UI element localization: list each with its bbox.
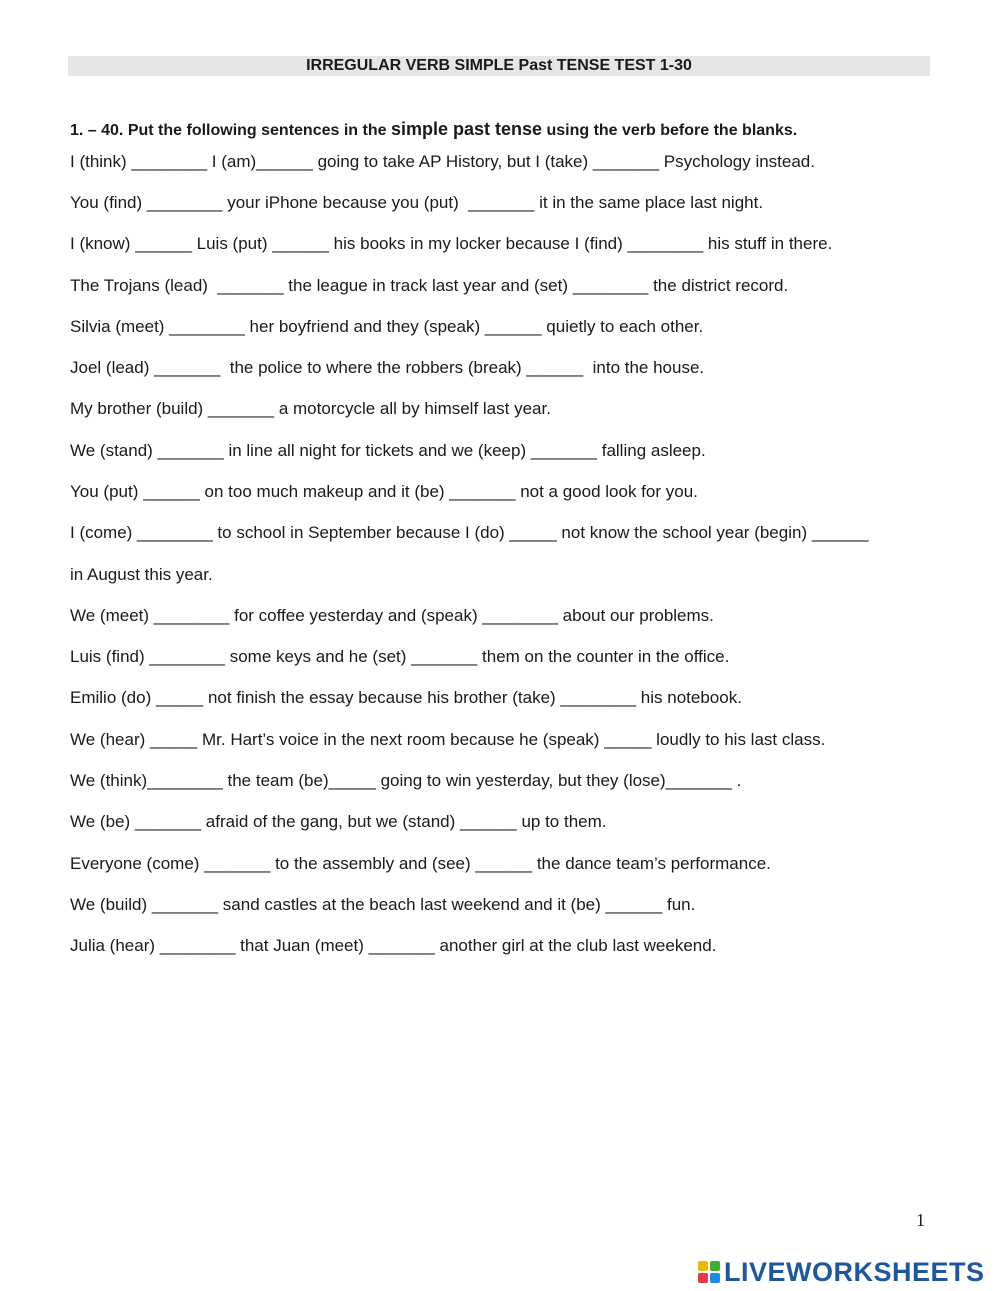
sentence-line: Joel (lead) _______ the police to where the robbers (break) ______ into the house. <box>70 358 705 377</box>
sentence-line: We (hear) _____ Mr. Hart’s voice in the next room because he (speak) _____ loudly to his last class. <box>70 730 826 749</box>
sentence-line: You (put) ______ on too much makeup and it (be) _______ not a good look for you. <box>70 482 698 501</box>
liveworksheets-logo <box>698 1257 985 1287</box>
sentence-line: in August this year. <box>70 565 213 584</box>
sentence-line: Emilio (do) _____ not finish the essay because his brother (take) ________ his notebook. <box>70 688 742 707</box>
sentence-line: Luis (find) ________ some keys and he (set) _______ them on the counter in the office. <box>70 647 730 666</box>
sentence-line: I (think) ________ I (am)______ going to take AP History, but I (take) _______ Psychology instead. <box>70 152 815 171</box>
sentence-line: We (meet) ________ for coffee yesterday and (speak) ________ about our problems. <box>70 606 714 625</box>
sentence-line: Everyone (come) _______ to the assembly and (see) ______ the dance team’s performance. <box>70 854 771 873</box>
sentence-line: We (think)________ the team (be)_____ going to win yesterday, but they (lose)_______ . <box>70 771 742 790</box>
instructions-prefix: 1. – 40. Put the following sentences in the <box>70 122 391 139</box>
page-number: 1 <box>916 1210 925 1230</box>
sentence-line: The Trojans (lead) _______ the league in track last year and (set) ________ the district record. <box>70 276 789 295</box>
logo-block-red <box>698 1273 708 1283</box>
sentence-line: My brother (build) _______ a motorcycle all by himself last year. <box>70 399 551 418</box>
sentence-line: You (find) ________ your iPhone because you (put) _______ it in the same place last night. <box>70 193 764 212</box>
instructions <box>70 118 797 142</box>
sentence-line: Julia (hear) ________ that Juan (meet) _______ another girl at the club last weekend. <box>70 936 717 955</box>
worksheet-title: IRREGULAR VERB SIMPLE Past TENSE TEST 1-30 <box>68 56 930 76</box>
sentence-line: We (be) _______ afraid of the gang, but we (stand) ______ up to them. <box>70 812 607 831</box>
instructions-suffix: using the verb before the blanks. <box>542 122 798 139</box>
logo-blocks-icon <box>698 1261 720 1283</box>
sentence-line: I (know) ______ Luis (put) ______ his books in my locker because I (find) ________ his stuff in there. <box>70 234 833 253</box>
sentence-line: Silvia (meet) ________ her boyfriend and they (speak) ______ quietly to each other. <box>70 317 704 336</box>
logo-text: LIVEWORKSHEETS <box>724 1256 985 1287</box>
sentence-line: I (come) ________ to school in September because I (do) _____ not know the school year (begin) ______ <box>70 523 869 542</box>
sentence-line: We (stand) _______ in line all night for tickets and we (keep) _______ falling asleep. <box>70 441 706 460</box>
sentence-line: We (build) _______ sand castles at the beach last weekend and it (be) ______ fun. <box>70 895 696 914</box>
logo-block-green <box>710 1261 720 1271</box>
instructions-emphasis: simple past tense <box>390 119 543 139</box>
logo-block-blue <box>710 1273 720 1283</box>
logo-block-yellow <box>698 1261 708 1271</box>
